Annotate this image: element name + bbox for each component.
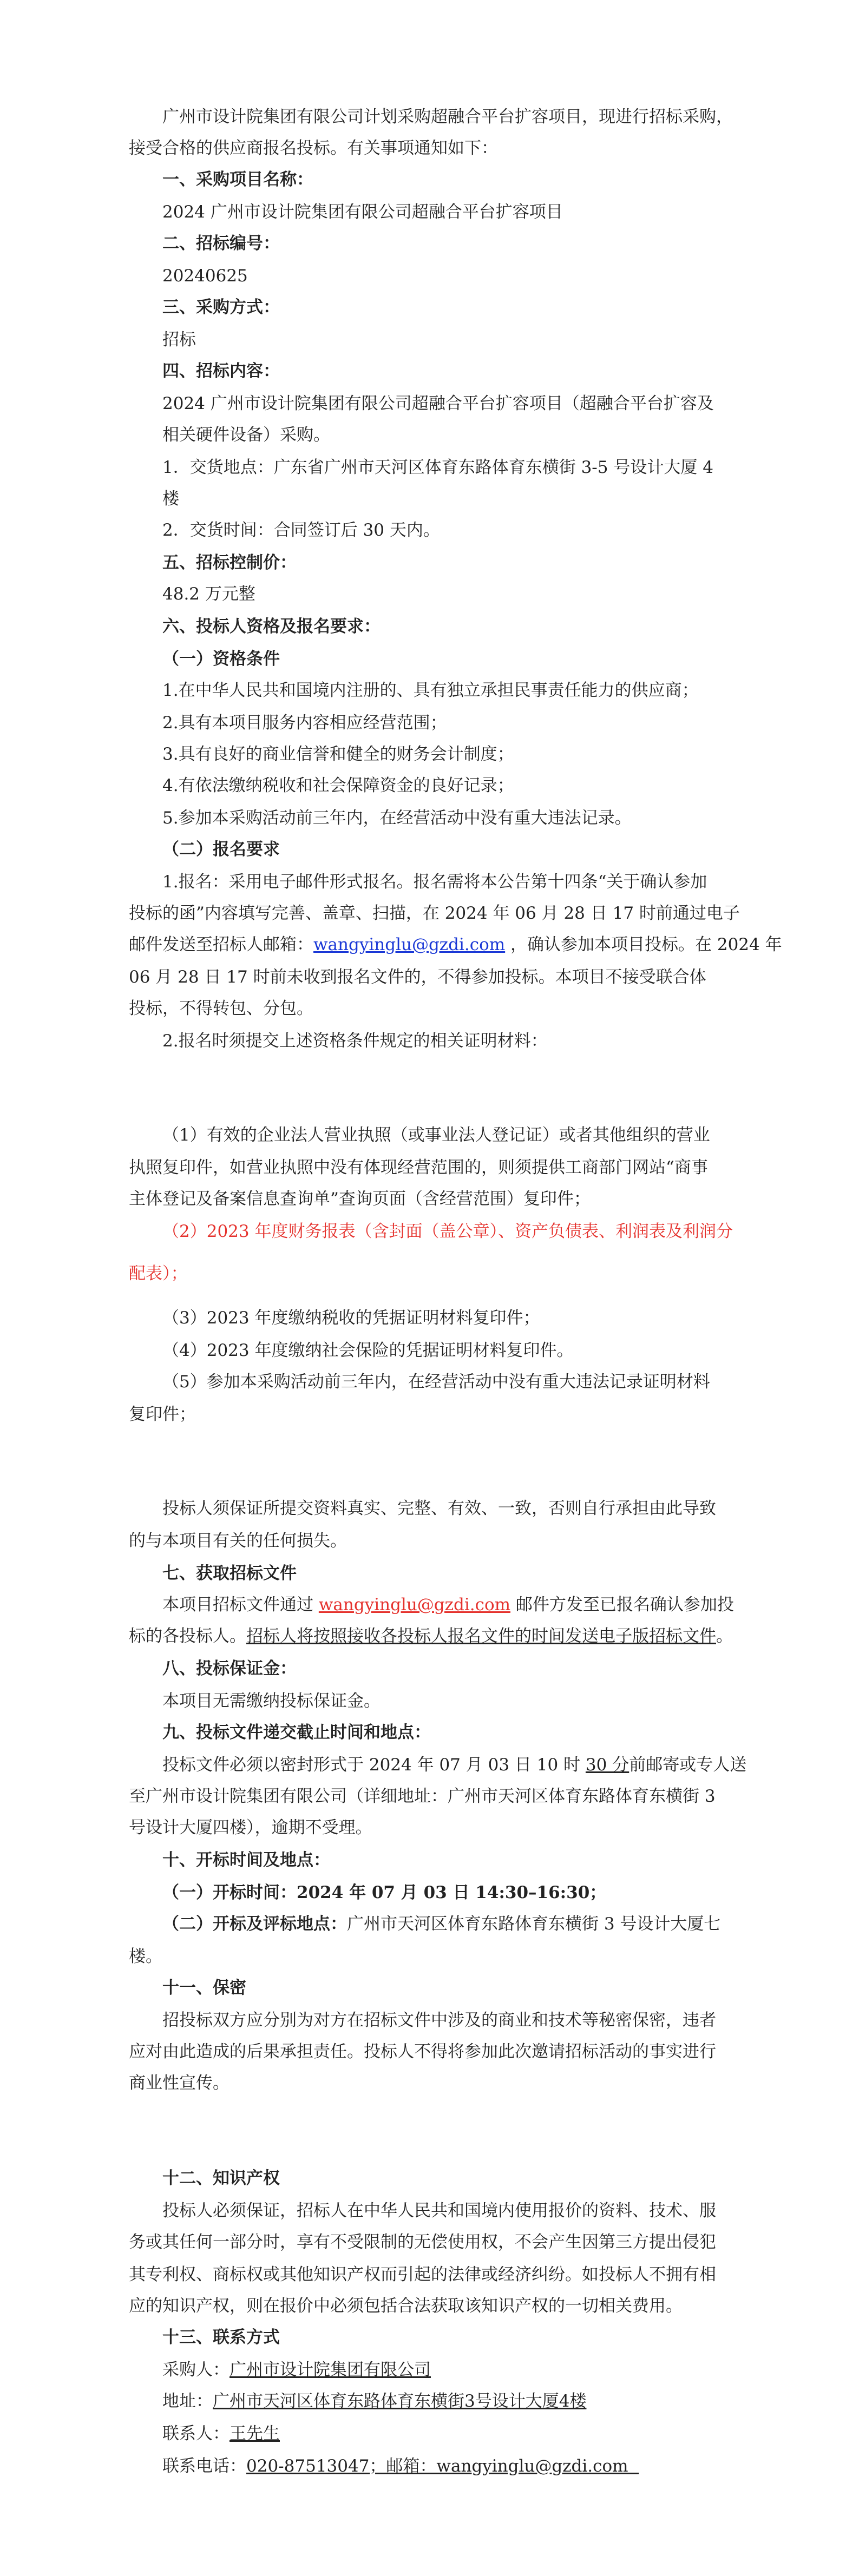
document-line-1-tail: 邮件方发至已报名确认参加投 <box>510 1595 734 1615</box>
delivery-place-line-2: 楼 <box>162 489 179 509</box>
intro-line-1: 广州市设计院集团有限公司计划采购超融合平台扩容项目，现进行招标采购， <box>162 107 733 127</box>
document-line-2-underlined: 招标人将按照接收各投标人报名文件的时间发送电子版招标文件 <box>246 1626 716 1646</box>
deposit-text: 本项目无需缴纳投标保证金。 <box>162 1691 381 1711</box>
document-line-2-tail: 。 <box>716 1626 733 1646</box>
deadline-line-1 <box>162 1755 746 1775</box>
ip-line-1: 投标人必须保证，招标人在中华人民共和国境内使用报价的资料、技术、服 <box>162 2201 716 2221</box>
intro-line-2: 接受合格的供应商报名投标。有关事项通知如下： <box>129 139 498 158</box>
delivery-time: 2．交货时间：合同签订后 30 天内。 <box>162 521 440 540</box>
control-price: 48.2 万元整 <box>162 584 255 604</box>
qualification-2: 2.具有本项目服务内容相应经营范围； <box>162 713 447 733</box>
section-5-title: 五、招标控制价： <box>162 553 297 572</box>
registration-line-5: 投标，不得转包、分包。 <box>129 999 313 1018</box>
registration-line-3-text: 邮件发送至招标人邮箱： <box>129 935 313 954</box>
tender-number: 20240625 <box>162 266 248 286</box>
section-1-title: 一、采购项目名称： <box>162 170 313 189</box>
section-13-title: 十三、联系方式 <box>162 2328 280 2347</box>
confidentiality-line-3: 商业性宣传。 <box>129 2073 229 2093</box>
ip-line-3: 其专利权、商标权或其他知识产权而引起的法律或经济纠纷。如投标人不拥有相 <box>129 2265 716 2284</box>
materials-intro: 2.报名时须提交上述资格条件规定的相关证明材料： <box>162 1031 548 1051</box>
material-1-line-1: （1）有效的企业法人营业执照（或事业法人登记证）或者其他组织的营业 <box>162 1125 710 1145</box>
material-3: （3）2023 年度缴纳税收的凭据证明材料复印件； <box>162 1308 540 1328</box>
registration-line-2: 投标的函”内容填写完善、盖章、扫描，在 2024 年 06 月 28 日 17 时前通过电子 <box>129 904 740 923</box>
document-line-1-text: 本项目招标文件通过 <box>162 1595 319 1615</box>
deadline-line-2: 至广州市设计院集团有限公司（详细地址：广州市天河区体育东路体育东横街 3 <box>129 1787 716 1806</box>
content-line-2: 相关硬件设备）采购。 <box>162 425 330 445</box>
procurement-method: 招标 <box>162 330 196 350</box>
registration-line-1: 1.报名：采用电子邮件形式报名。报名需将本公告第十四条“关于确认参加 <box>162 872 707 892</box>
deadline-line-1-text: 投标文件必须以密封形式于 2024 年 07 月 03 日 10 时 <box>162 1755 586 1775</box>
registration-subtitle: （二）报名要求 <box>162 840 280 859</box>
buyer-name: 广州市设计院集团有限公司 <box>229 2360 431 2380</box>
contact-buyer <box>162 2360 431 2380</box>
material-1-line-3: 主体登记及备案信息查询单”查询页面（含经营范围）复印件； <box>129 1189 591 1209</box>
material-2-line-1: （2）2023 年度财务报表（含封面（盖公章）、资产负债表、利润表及利润分 <box>162 1222 733 1241</box>
opening-place-label: （二）开标及评标地点： <box>162 1914 347 1934</box>
content-line-1: 2024 广州市设计院集团有限公司超融合平台扩容项目（超融合平台扩容及 <box>162 394 714 413</box>
opening-place-value: 广州市天河区体育东路体育东横街 3 号设计大厦七 <box>347 1914 721 1934</box>
material-4: （4）2023 年度缴纳社会保险的凭据证明材料复印件。 <box>162 1341 574 1360</box>
delivery-place-line-1: 1．交货地点：广东省广州市天河区体育东路体育东横街 3-5 号设计大厦 4 <box>162 458 713 477</box>
contact-name: 王先生 <box>229 2424 280 2443</box>
section-11-title: 十一、保密 <box>162 1978 246 1998</box>
section-10-title: 十、开标时间及地点： <box>162 1850 330 1870</box>
deadline-line-1-tail: 前邮寄或专人送 <box>629 1755 747 1775</box>
section-6-title: 六、投标人资格及报名要求： <box>162 617 381 636</box>
registration-line-4: 06 月 28 日 17 时前未收到报名文件的，不得参加投标。本项目不接受联合体 <box>129 967 706 987</box>
contact-label: 联系人： <box>162 2424 229 2443</box>
document-email-link[interactable]: wangyinglu@gzdi.com <box>318 1595 511 1615</box>
section-2-title: 二、招标编号： <box>162 234 280 253</box>
registration-email-link[interactable]: wangyinglu@gzdi.com <box>313 935 506 954</box>
deadline-minute: 30 分 <box>585 1755 630 1775</box>
qualification-3: 3.具有良好的商业信誉和健全的财务会计制度； <box>162 745 514 764</box>
phone-label: 联系电话： <box>162 2456 246 2476</box>
buyer-label: 采购人： <box>162 2360 229 2380</box>
registration-line-3-tail: ，确认参加本项目投标。在 2024 年 <box>505 935 782 954</box>
section-4-title: 四、招标内容： <box>162 361 280 381</box>
ip-line-2: 务或其任何一部分时，享有不受限制的无偿使用权，不会产生因第三方提出侵犯 <box>129 2232 716 2252</box>
document-line-2-text: 标的各投标人。 <box>129 1626 246 1646</box>
section-8-title: 八、投标保证金： <box>162 1659 297 1678</box>
deadline-line-3: 号设计大厦四楼），逾期不受理。 <box>129 1818 372 1837</box>
opening-place-line-1 <box>162 1914 720 1934</box>
material-5-line-1: （5）参加本采购活动前三年内，在经营活动中没有重大违法记录证明材料 <box>162 1372 710 1392</box>
qualification-4: 4.有依法缴纳税收和社会保障资金的良好记录； <box>162 776 514 795</box>
contact-phone <box>162 2456 639 2476</box>
section-3-title: 三、采购方式： <box>162 298 280 317</box>
contact-address <box>162 2391 586 2412</box>
opening-time: （一）开标时间：2024 年 07 月 03 日 14:30–16:30； <box>162 1883 607 1902</box>
qualification-5: 5.参加本采购活动前三年内，在经营活动中没有重大违法记录。 <box>162 808 632 828</box>
document-line-2 <box>129 1626 733 1646</box>
section-12-title: 十二、知识产权 <box>162 2169 280 2188</box>
document-line-1 <box>162 1595 734 1615</box>
material-2-line-2: 配表）； <box>129 1264 188 1283</box>
guarantee-line-1: 投标人须保证所提交资料真实、完整、有效、一致，否则自行承担由此导致 <box>162 1499 716 1518</box>
section-7-title: 七、获取招标文件 <box>162 1564 297 1583</box>
address-label: 地址： <box>162 2391 213 2411</box>
project-name: 2024 广州市设计院集团有限公司超融合平台扩容项目 <box>162 202 563 222</box>
phone-email-value: 020-87513047；邮箱：wangyinglu@gzdi.com <box>246 2456 639 2476</box>
material-5-line-2: 复印件； <box>129 1405 196 1424</box>
address-value: 广州市天河区体育东路体育东横街3号设计大厦4楼 <box>213 2391 587 2411</box>
qualification-subtitle: （一）资格条件 <box>162 649 280 669</box>
contact-person <box>162 2424 280 2444</box>
guarantee-line-2: 的与本项目有关的任何损失。 <box>129 1531 347 1551</box>
qualification-1: 1.在中华人民共和国境内注册的、具有独立承担民事责任能力的供应商； <box>162 681 699 700</box>
registration-line-3 <box>129 935 782 955</box>
confidentiality-line-1: 招投标双方应分别为对方在招标文件中涉及的商业和技术等秘密保密，违者 <box>162 2011 716 2030</box>
confidentiality-line-2: 应对由此造成的后果承担责任。投标人不得将参加此次邀请招标活动的事实进行 <box>129 2042 716 2061</box>
opening-place-line-2: 楼。 <box>129 1947 162 1966</box>
section-9-title: 九、投标文件递交截止时间和地点： <box>162 1723 431 1742</box>
ip-line-4: 应的知识产权，则在报价中必须包括合法获取该知识产权的一切相关费用。 <box>129 2296 683 2316</box>
material-1-line-2: 执照复印件，如营业执照中没有体现经营范围的，则须提供工商部门网站“商事 <box>129 1158 708 1177</box>
